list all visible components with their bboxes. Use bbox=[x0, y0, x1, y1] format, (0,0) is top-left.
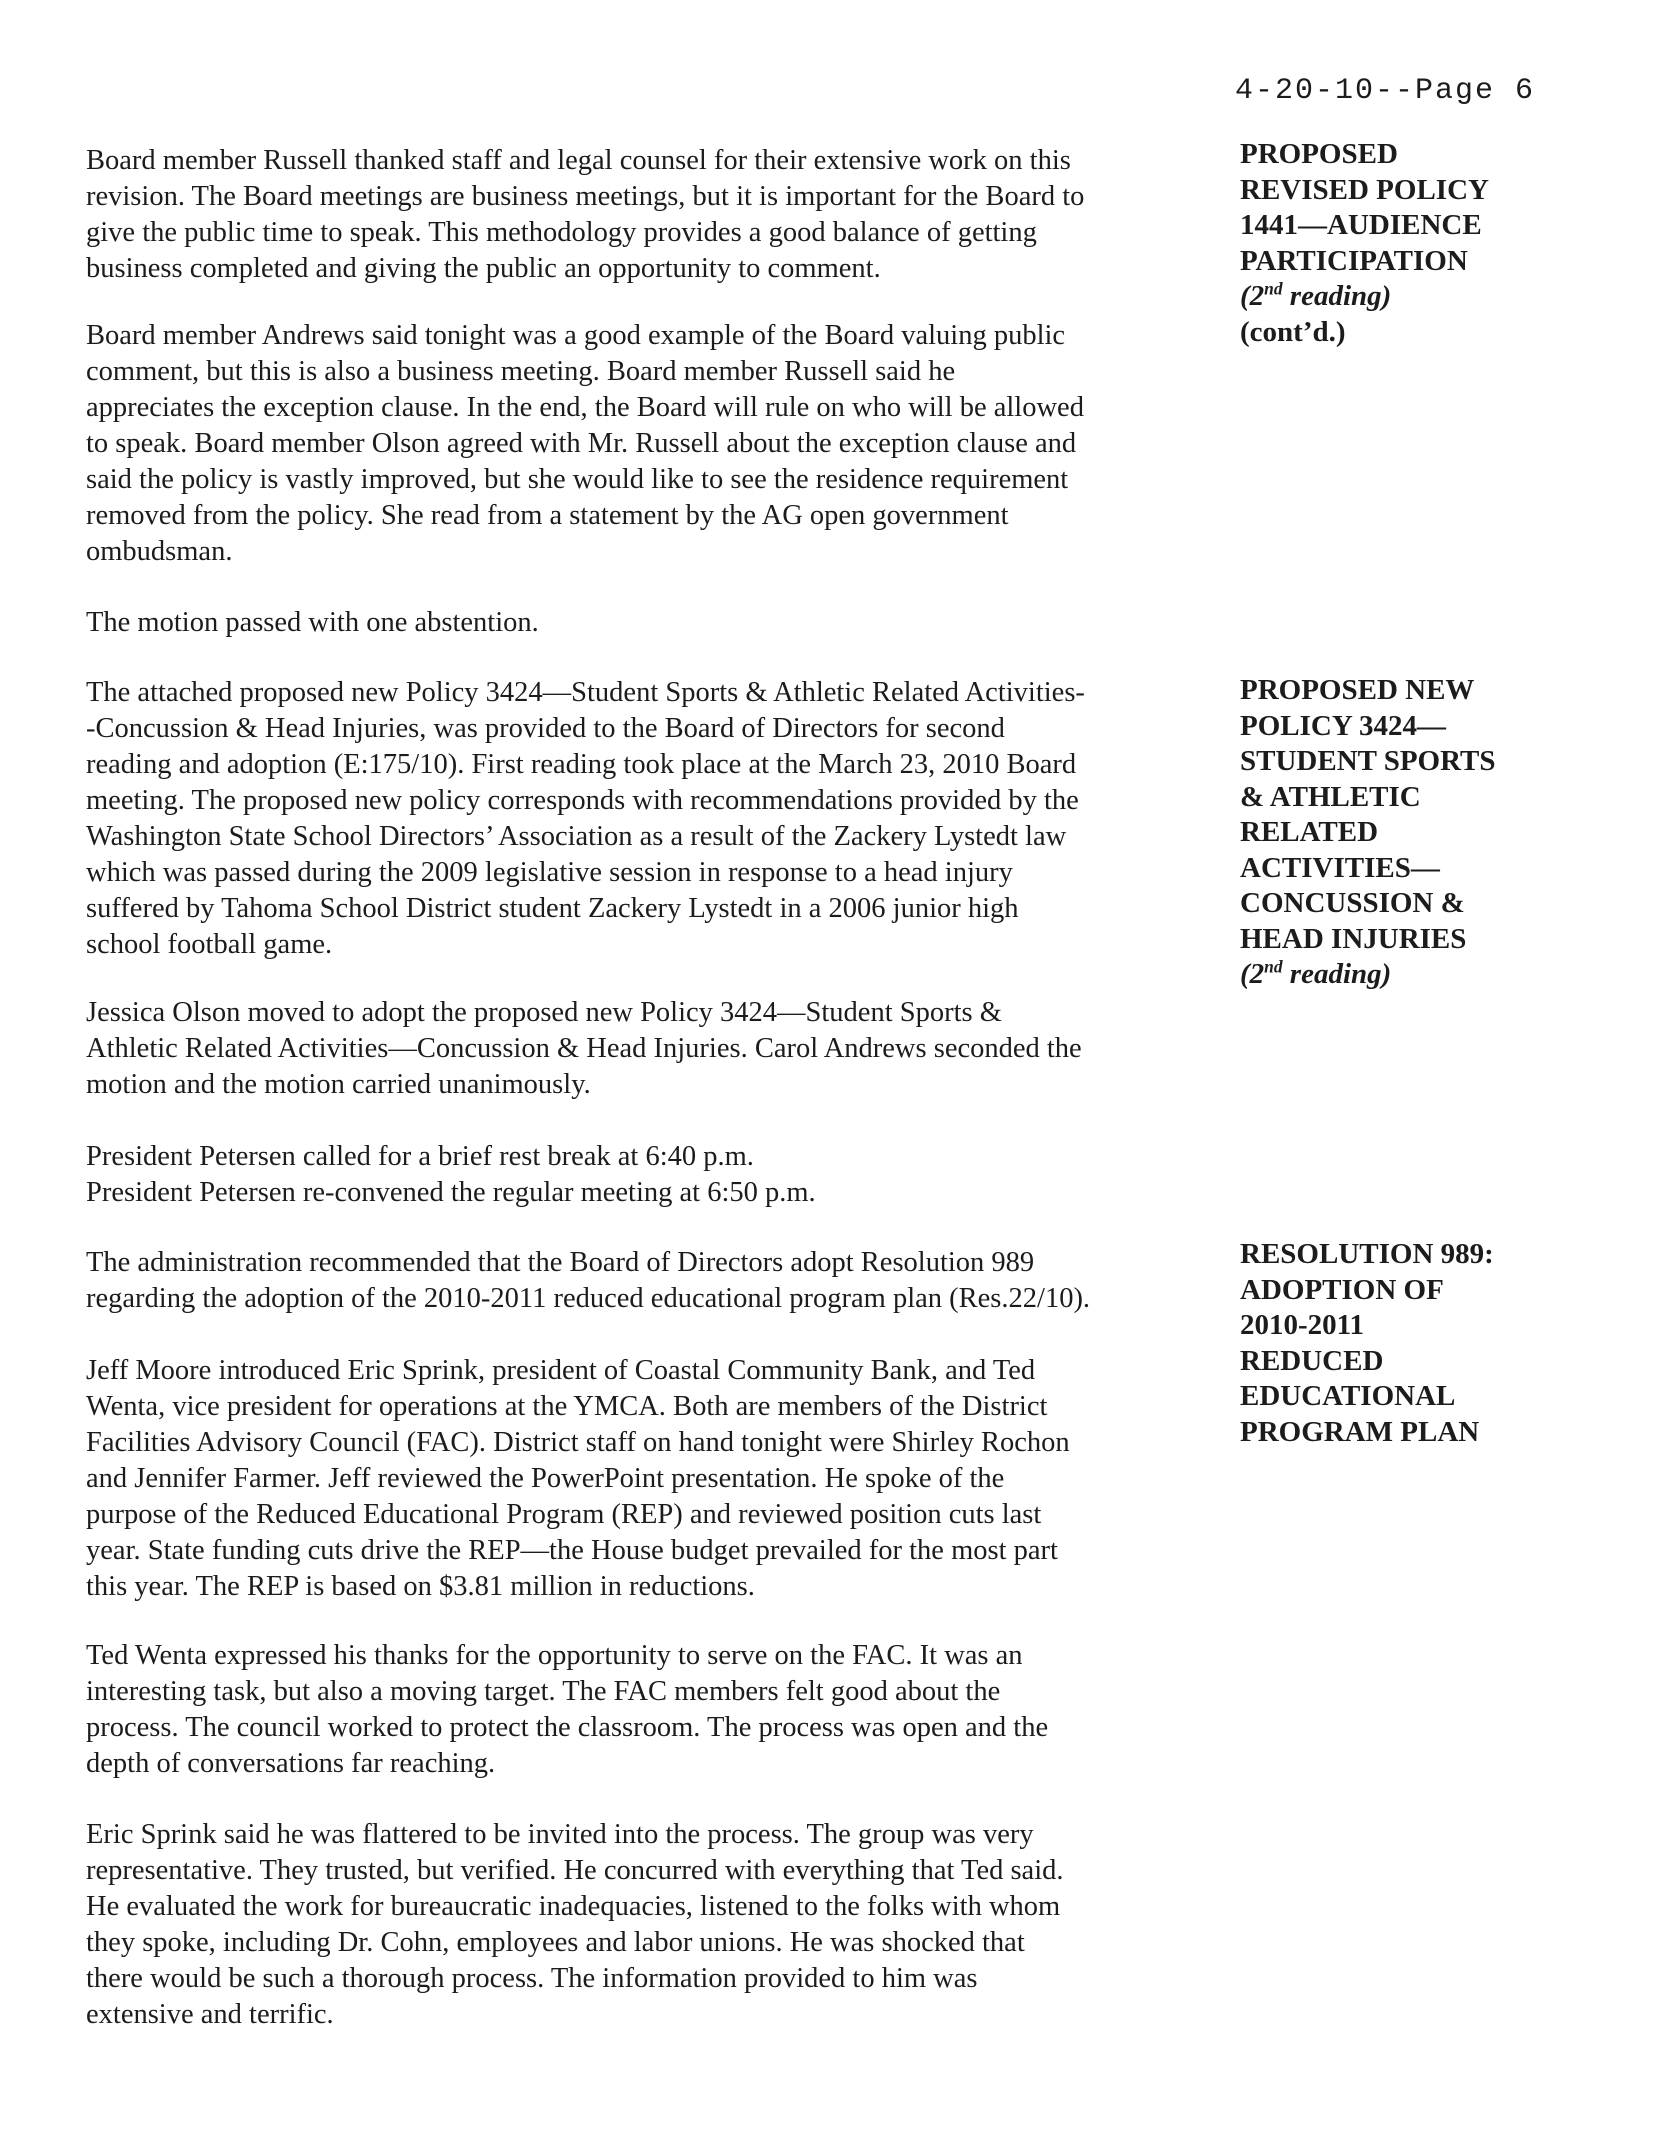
heading-line: REVISED POLICY bbox=[1240, 173, 1489, 206]
text-line: reading and adoption (E:175/10). First reading took place at the March 23, 2010 Board bbox=[86, 749, 1077, 780]
page-number: 4-20-10--Page 6 bbox=[1235, 74, 1536, 108]
heading-line: PARTICIPATION bbox=[1240, 244, 1468, 277]
heading-line: PROPOSED NEW bbox=[1240, 674, 1475, 706]
paragraph bbox=[86, 1817, 1196, 2033]
text-line: Washington State School Directors’ Association as a result of the Zackery Lystedt law bbox=[86, 821, 1067, 852]
paragraph bbox=[86, 1139, 1196, 1211]
heading-line: & ATHLETIC bbox=[1240, 780, 1421, 813]
text-line: they spoke, including Dr. Cohn, employees and labor unions. He was shocked that bbox=[86, 1927, 1025, 1958]
section-resolution-989-wenta bbox=[86, 1638, 1196, 1782]
text-line: comment, but this is also a business meeting. Board member Russell said he bbox=[86, 356, 956, 387]
section-resolution-989-presentation bbox=[86, 1353, 1196, 1605]
section-policy-1441-body bbox=[86, 143, 1196, 287]
paragraph bbox=[86, 995, 1196, 1103]
paragraph bbox=[86, 1638, 1196, 1782]
heading-line: RESOLUTION 989: bbox=[1240, 1238, 1494, 1270]
heading-line: ACTIVITIES— bbox=[1240, 851, 1440, 884]
text-line: Board member Andrews said tonight was a good example of the Board valuing public bbox=[86, 320, 1066, 351]
text-line: purpose of the Reduced Educational Program (REP) and reviewed position cuts last bbox=[86, 1499, 1042, 1530]
text-line: Wenta, vice president for operations at the YMCA. Both are members of the District bbox=[86, 1391, 1048, 1422]
text-line: appreciates the exception clause. In the end, the Board will rule on who will be allowed bbox=[86, 392, 1084, 423]
text-line: year. State funding cuts drive the REP—the House budget prevailed for the most part bbox=[86, 1535, 1058, 1566]
text-line: removed from the policy. She read from a statement by the AG open government bbox=[86, 500, 1009, 531]
text-line: He evaluated the work for bureaucratic inadequacies, listened to the folks with whom bbox=[86, 1891, 1061, 1922]
text-line: suffered by Tahoma School District student Zackery Lystedt in a 2006 junior high bbox=[86, 893, 1019, 924]
text-line: regarding the adoption of the 2010-2011 reduced educational program plan (Res.22/10). bbox=[86, 1283, 1091, 1314]
continued-label: (cont’d.) bbox=[1240, 315, 1346, 348]
section-policy-1441-motion bbox=[86, 605, 1196, 641]
heading-line: 2010-2011 bbox=[1240, 1309, 1365, 1341]
text-line: extensive and terrific. bbox=[86, 1999, 334, 2030]
text-line: representative. They trusted, but verified. He concurred with everything that Ted said. bbox=[86, 1855, 1064, 1886]
paragraph bbox=[86, 318, 1196, 570]
text-line: Ted Wenta expressed his thanks for the opportunity to serve on the FAC. It was an bbox=[86, 1640, 1023, 1671]
paragraph bbox=[86, 1353, 1196, 1605]
text-line: this year. The REP is based on $3.81 million in reductions. bbox=[86, 1571, 755, 1602]
text-line: -Concussion & Head Injuries, was provided to the Board of Directors for second bbox=[86, 713, 1005, 744]
text-line: revision. The Board meetings are business meetings, but it is important for the Board to bbox=[86, 181, 1085, 212]
text-line: school football game. bbox=[86, 929, 333, 960]
reading-note: (2nd reading) bbox=[1240, 278, 1392, 312]
heading-line: CONCUSSION & bbox=[1240, 887, 1465, 919]
section-policy-1441-heading bbox=[1240, 137, 1640, 350]
text-line: meeting. The proposed new policy corresponds with recommendations provided by the bbox=[86, 785, 1079, 816]
paragraph bbox=[86, 605, 1196, 641]
text-line: depth of conversations far reaching. bbox=[86, 1748, 496, 1779]
text-line: President Petersen re-convened the regular meeting at 6:50 p.m. bbox=[86, 1177, 816, 1208]
text-line: Facilities Advisory Council (FAC). District staff on hand tonight were Shirley Rochon bbox=[86, 1427, 1070, 1458]
heading-line: REDUCED bbox=[1240, 1344, 1384, 1377]
text-line: Athletic Related Activities—Concussion & Head Injuries. Carol Andrews seconded the bbox=[86, 1033, 1082, 1064]
text-line: interesting task, but also a moving target. The FAC members felt good about the bbox=[86, 1676, 1001, 1707]
text-line: give the public time to speak. This methodology provides a good balance of getting bbox=[86, 217, 1037, 248]
section-policy-3424-motion bbox=[86, 995, 1196, 1103]
heading-line: 1441—AUDIENCE bbox=[1240, 209, 1482, 241]
heading-line: EDUCATIONAL bbox=[1240, 1380, 1456, 1412]
paragraph bbox=[86, 675, 1196, 963]
heading-line: ADOPTION OF bbox=[1240, 1273, 1444, 1306]
text-line: Eric Sprink said he was flattered to be invited into the process. The group was very bbox=[86, 1819, 1034, 1850]
heading-line: PROGRAM PLAN bbox=[1240, 1415, 1480, 1448]
text-line: there would be such a thorough process. The information provided to him was bbox=[86, 1963, 978, 1994]
text-line: Jeff Moore introduced Eric Sprink, president of Coastal Community Bank, and Ted bbox=[86, 1355, 1036, 1386]
text-line: President Petersen called for a brief rest break at 6:40 p.m. bbox=[86, 1141, 754, 1172]
text-line: and Jennifer Farmer. Jeff reviewed the PowerPoint presentation. He spoke of the bbox=[86, 1463, 1005, 1494]
heading-line: PROPOSED bbox=[1240, 138, 1398, 170]
text-line: The attached proposed new Policy 3424—Student Sports & Athletic Related Activities- bbox=[86, 677, 1085, 708]
text-line: which was passed during the 2009 legislative session in response to a head injury bbox=[86, 857, 1013, 888]
text-line: said the policy is vastly improved, but she would like to see the residence requirement bbox=[86, 464, 1069, 495]
heading-line: RELATED bbox=[1240, 816, 1379, 848]
reading-note: (2nd reading) bbox=[1240, 956, 1392, 990]
text-line: Board member Russell thanked staff and legal counsel for their extensive work on this bbox=[86, 145, 1071, 176]
section-policy-1441-discussion bbox=[86, 318, 1196, 570]
paragraph bbox=[86, 143, 1196, 287]
text-line: The motion passed with one abstention. bbox=[86, 607, 539, 638]
text-line: business completed and giving the public an opportunity to comment. bbox=[86, 253, 881, 284]
paragraph bbox=[86, 1245, 1196, 1317]
section-break-notes bbox=[86, 1139, 1196, 1211]
text-line: ombudsman. bbox=[86, 536, 233, 567]
section-resolution-989-body bbox=[86, 1245, 1196, 1317]
section-resolution-989-sprink bbox=[86, 1817, 1196, 2033]
text-line: motion and the motion carried unanimously. bbox=[86, 1069, 591, 1100]
text-line: The administration recommended that the Board of Directors adopt Resolution 989 bbox=[86, 1247, 1035, 1278]
text-line: Jessica Olson moved to adopt the proposed new Policy 3424—Student Sports & bbox=[86, 997, 1002, 1028]
text-line: process. The council worked to protect the classroom. The process was open and the bbox=[86, 1712, 1049, 1743]
section-policy-3424-body bbox=[86, 675, 1196, 963]
heading-line: HEAD INJURIES bbox=[1240, 922, 1467, 955]
section-resolution-989-heading bbox=[1240, 1237, 1640, 1450]
heading-line: POLICY 3424— bbox=[1240, 709, 1446, 742]
section-policy-3424-heading bbox=[1240, 673, 1640, 993]
heading-line: STUDENT SPORTS bbox=[1240, 745, 1496, 777]
text-line: to speak. Board member Olson agreed with Mr. Russell about the exception clause and bbox=[86, 428, 1077, 459]
